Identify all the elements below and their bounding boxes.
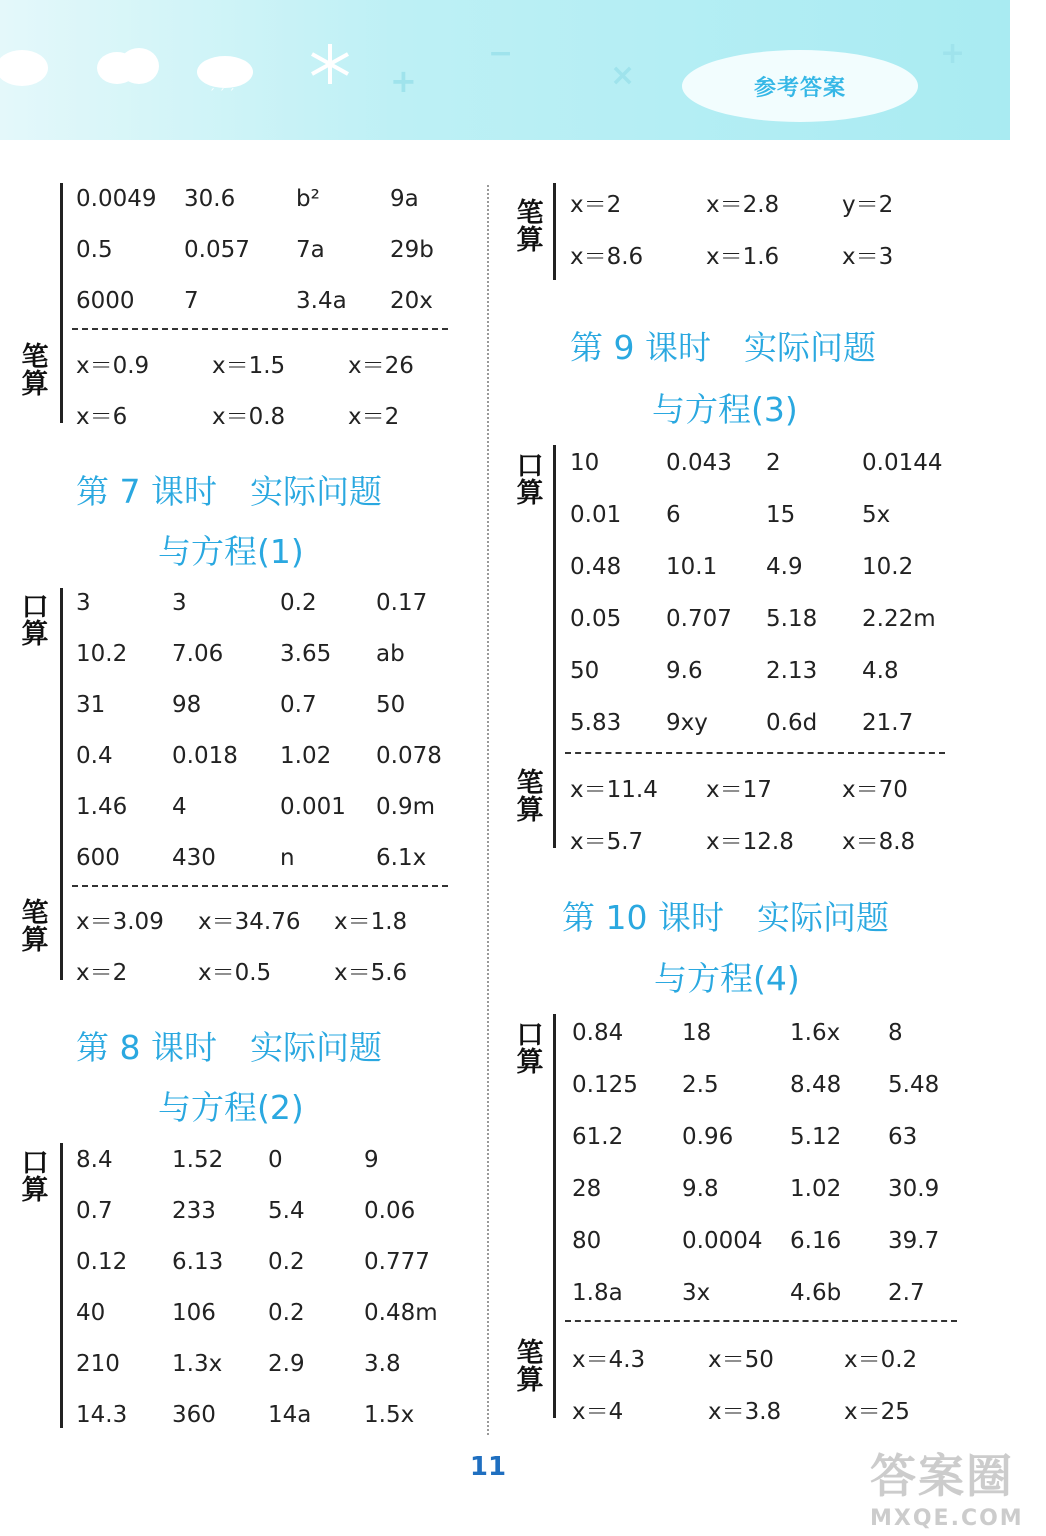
answer-cell: 0.4 xyxy=(76,743,113,769)
answer-cell: x＝34.76 xyxy=(198,909,301,935)
answer-cell: x＝26 xyxy=(348,353,414,379)
left-top-line xyxy=(60,183,63,423)
answer-cell: 0.17 xyxy=(376,590,428,616)
answer-cell: 5x xyxy=(862,502,891,528)
right-top-line xyxy=(553,183,556,280)
answer-cell: x＝1.6 xyxy=(706,244,780,270)
answer-cell: 0.018 xyxy=(172,743,238,769)
column-divider xyxy=(487,185,489,1435)
answer-cell: 0.2 xyxy=(280,590,317,616)
answer-cell: 7 xyxy=(184,288,199,314)
answer-cell: 3 xyxy=(76,590,91,616)
answer-cell: 20x xyxy=(390,288,433,314)
answer-cell: 30.6 xyxy=(184,186,236,212)
answer-cell: 8.4 xyxy=(76,1147,113,1173)
answer-cell: 8.48 xyxy=(790,1072,842,1098)
rain-cloud-icon xyxy=(195,50,255,100)
answer-cell: 63 xyxy=(888,1124,918,1150)
answer-cell: x＝8.8 xyxy=(842,829,916,855)
answer-cell: x＝3 xyxy=(842,244,894,270)
answer-cell: 10.2 xyxy=(862,554,914,580)
answer-cell: 3x xyxy=(682,1280,711,1306)
watermark xyxy=(870,1440,1040,1532)
answer-cell: 6 xyxy=(666,502,681,528)
answer-cell: 5.4 xyxy=(268,1198,305,1224)
answer-cell: 30.9 xyxy=(888,1176,940,1202)
answer-cell: x＝8.6 xyxy=(570,244,644,270)
answer-cell: 0.001 xyxy=(280,794,346,820)
answer-cell: 4 xyxy=(172,794,187,820)
lesson8-title: 第 8 课时 实际问题 xyxy=(76,1028,382,1067)
lesson8-subtitle: 与方程(2) xyxy=(158,1088,304,1127)
bi-label: 笔算 xyxy=(516,768,544,826)
answer-cell: 14a xyxy=(268,1402,312,1428)
answer-cell: 0.043 xyxy=(666,450,732,476)
answer-cell: ab xyxy=(376,641,405,667)
answer-cell: 106 xyxy=(172,1300,216,1326)
lesson8-line xyxy=(60,1143,63,1428)
answer-cell: 2.13 xyxy=(766,658,818,684)
cloud-icon xyxy=(0,40,60,90)
answer-cell: 98 xyxy=(172,692,202,718)
lesson10-title: 第 10 课时 实际问题 xyxy=(562,898,889,937)
answer-cell: 0.01 xyxy=(570,502,622,528)
answer-cell: 1.8a xyxy=(572,1280,623,1306)
answer-cell: 0.7 xyxy=(280,692,317,718)
lesson7-subtitle: 与方程(1) xyxy=(158,532,304,571)
answer-cell: x＝2 xyxy=(348,404,400,430)
svg-text:ˊ ˊ ˊ: ˊ ˊ ˊ xyxy=(209,87,235,100)
answer-cell: 4.9 xyxy=(766,554,803,580)
answer-cell: 1.02 xyxy=(790,1176,842,1202)
answer-cell: 8 xyxy=(888,1020,903,1046)
answer-cell: 0.7 xyxy=(76,1198,113,1224)
answer-cell: 2.9 xyxy=(268,1351,305,1377)
answer-cell: 3 xyxy=(172,590,187,616)
answer-cell: 0.12 xyxy=(76,1249,128,1275)
plus-icon: + xyxy=(390,62,417,100)
answer-cell: x＝17 xyxy=(706,777,772,803)
answer-cell: 0.48 xyxy=(570,554,622,580)
answer-cell: 2.22m xyxy=(862,606,936,632)
watermark-logo-text: 答案圈 xyxy=(870,1449,1014,1503)
answer-cell: 39.7 xyxy=(888,1228,940,1254)
answer-cell: 0.2 xyxy=(268,1249,305,1275)
answer-cell: 28 xyxy=(572,1176,602,1202)
answer-cell: 2 xyxy=(766,450,781,476)
answer-cell: n xyxy=(280,845,295,871)
answer-cell: 15 xyxy=(766,502,796,528)
answer-cell: 0.078 xyxy=(376,743,442,769)
answer-cell: 61.2 xyxy=(572,1124,624,1150)
answer-cell: 9.8 xyxy=(682,1176,719,1202)
answer-cell: 6.13 xyxy=(172,1249,224,1275)
answer-cell: 9xy xyxy=(666,710,708,736)
answer-cell: x＝2 xyxy=(570,192,622,218)
answer-cell: 2.5 xyxy=(682,1072,719,1098)
answer-cell: 5.12 xyxy=(790,1124,842,1150)
answer-cell: 14.3 xyxy=(76,1402,128,1428)
answer-cell: 0.2 xyxy=(268,1300,305,1326)
answer-cell: 0.0004 xyxy=(682,1228,763,1254)
answer-cell: 0.6d xyxy=(766,710,818,736)
answer-cell: 10.2 xyxy=(76,641,128,667)
answer-cell: 5.18 xyxy=(766,606,818,632)
page-number: 11 xyxy=(469,1452,507,1482)
answer-cell: 0.0144 xyxy=(862,450,943,476)
watermark-url: MXQE.COM xyxy=(870,1506,1024,1531)
answer-cell: 0.05 xyxy=(570,606,622,632)
answer-cell: 0.125 xyxy=(572,1072,638,1098)
answer-cell: 1.5x xyxy=(364,1402,415,1428)
answer-cell: 7.06 xyxy=(172,641,224,667)
answer-cell: x＝2.8 xyxy=(706,192,780,218)
snowflake-icon xyxy=(308,42,352,86)
answer-cell: x＝5.6 xyxy=(334,960,408,986)
answer-cell: x＝1.8 xyxy=(334,909,408,935)
answer-cell: 10 xyxy=(570,450,600,476)
answer-cell: 0.48m xyxy=(364,1300,438,1326)
answer-cell: 21.7 xyxy=(862,710,914,736)
answer-cell: 18 xyxy=(682,1020,712,1046)
lesson10-subtitle: 与方程(4) xyxy=(654,959,800,998)
bi-label: 笔算 xyxy=(21,898,49,956)
answer-cell: 430 xyxy=(172,845,216,871)
minus-icon: + xyxy=(940,36,966,71)
answer-cell: 233 xyxy=(172,1198,216,1224)
answer-cell: x＝4.3 xyxy=(572,1347,646,1373)
answer-cell: x＝50 xyxy=(708,1347,774,1373)
dashed-separator xyxy=(565,752,945,754)
answer-cell: 1.6x xyxy=(790,1020,841,1046)
cloud-icon xyxy=(95,40,165,90)
answer-cell: 600 xyxy=(76,845,120,871)
bi-label: 笔算 xyxy=(21,342,49,400)
answer-cell: 29b xyxy=(390,237,434,263)
answer-cell: x＝3.8 xyxy=(708,1399,782,1425)
bi-label: 笔算 xyxy=(516,1338,544,1396)
answer-cell: 0.057 xyxy=(184,237,250,263)
answer-cell: 50 xyxy=(376,692,406,718)
minus-icon: − xyxy=(488,36,514,71)
answer-cell: x＝0.2 xyxy=(844,1347,918,1373)
answer-cell: x＝0.9 xyxy=(76,353,150,379)
lesson9-title: 第 9 课时 实际问题 xyxy=(570,328,876,367)
answer-cell: 6.16 xyxy=(790,1228,842,1254)
answer-cell: 4.8 xyxy=(862,658,899,684)
answer-cell: 3.4a xyxy=(296,288,347,314)
answer-cell: 3.8 xyxy=(364,1351,401,1377)
answer-cell: 1.52 xyxy=(172,1147,224,1173)
dashed-separator xyxy=(72,885,448,887)
answer-cell: 0.777 xyxy=(364,1249,430,1275)
kou-label: 口算 xyxy=(21,1148,49,1206)
kou-label: 口算 xyxy=(516,451,544,509)
answer-cell: x＝0.8 xyxy=(212,404,286,430)
answer-cell: 40 xyxy=(76,1300,106,1326)
answer-cell: 2.7 xyxy=(888,1280,925,1306)
answer-cell: 5.48 xyxy=(888,1072,940,1098)
answer-cell: x＝3.09 xyxy=(76,909,164,935)
answer-cell: x＝0.5 xyxy=(198,960,272,986)
answer-cell: 4.6b xyxy=(790,1280,842,1306)
lesson9-subtitle: 与方程(3) xyxy=(652,390,798,429)
answer-cell: x＝4 xyxy=(572,1399,624,1425)
lesson9-line xyxy=(553,445,556,848)
answer-badge: 参考答案 xyxy=(682,50,918,122)
answer-cell: 0 xyxy=(268,1147,283,1173)
bi-label: 笔算 xyxy=(516,198,544,256)
answer-cell: 360 xyxy=(172,1402,216,1428)
header-banner xyxy=(0,0,1010,140)
answer-cell: 80 xyxy=(572,1228,602,1254)
answer-cell: 0.5 xyxy=(76,237,113,263)
answer-cell: y＝2 xyxy=(842,192,894,218)
answer-cell: 0.9m xyxy=(376,794,435,820)
dashed-separator xyxy=(72,328,448,330)
answer-cell: x＝5.7 xyxy=(570,829,644,855)
answer-cell: x＝6 xyxy=(76,404,128,430)
answer-cell: 1.02 xyxy=(280,743,332,769)
answer-cell: 9 xyxy=(364,1147,379,1173)
answer-cell: 0.06 xyxy=(364,1198,416,1224)
answer-cell: 50 xyxy=(570,658,600,684)
dashed-separator xyxy=(565,1320,957,1322)
answer-cell: 6000 xyxy=(76,288,135,314)
answer-cell: 5.83 xyxy=(570,710,622,736)
answer-cell: 1.46 xyxy=(76,794,128,820)
answer-cell: x＝12.8 xyxy=(706,829,794,855)
lesson10-line xyxy=(553,1014,556,1418)
answer-cell: 9.6 xyxy=(666,658,703,684)
kou-label: 口算 xyxy=(21,592,49,650)
answer-cell: 0.707 xyxy=(666,606,732,632)
times-icon: × xyxy=(610,58,636,93)
answer-cell: 210 xyxy=(76,1351,120,1377)
answer-cell: x＝25 xyxy=(844,1399,910,1425)
answer-cell: 10.1 xyxy=(666,554,718,580)
answer-cell: 1.3x xyxy=(172,1351,223,1377)
answer-cell: 3.65 xyxy=(280,641,332,667)
answer-cell: 9a xyxy=(390,186,419,212)
answer-cell: x＝1.5 xyxy=(212,353,286,379)
answer-cell: x＝2 xyxy=(76,960,128,986)
answer-cell: 0.96 xyxy=(682,1124,734,1150)
answer-cell: b² xyxy=(296,186,320,212)
lesson7-title: 第 7 课时 实际问题 xyxy=(76,472,382,511)
kou-label: 口算 xyxy=(516,1020,544,1078)
answer-cell: 7a xyxy=(296,237,325,263)
lesson7-line xyxy=(60,588,63,980)
answer-cell: 31 xyxy=(76,692,106,718)
answer-cell: 6.1x xyxy=(376,845,427,871)
answer-cell: 0.0049 xyxy=(76,186,157,212)
answer-cell: x＝70 xyxy=(842,777,908,803)
answer-cell: x＝11.4 xyxy=(570,777,658,803)
answer-cell: 0.84 xyxy=(572,1020,624,1046)
